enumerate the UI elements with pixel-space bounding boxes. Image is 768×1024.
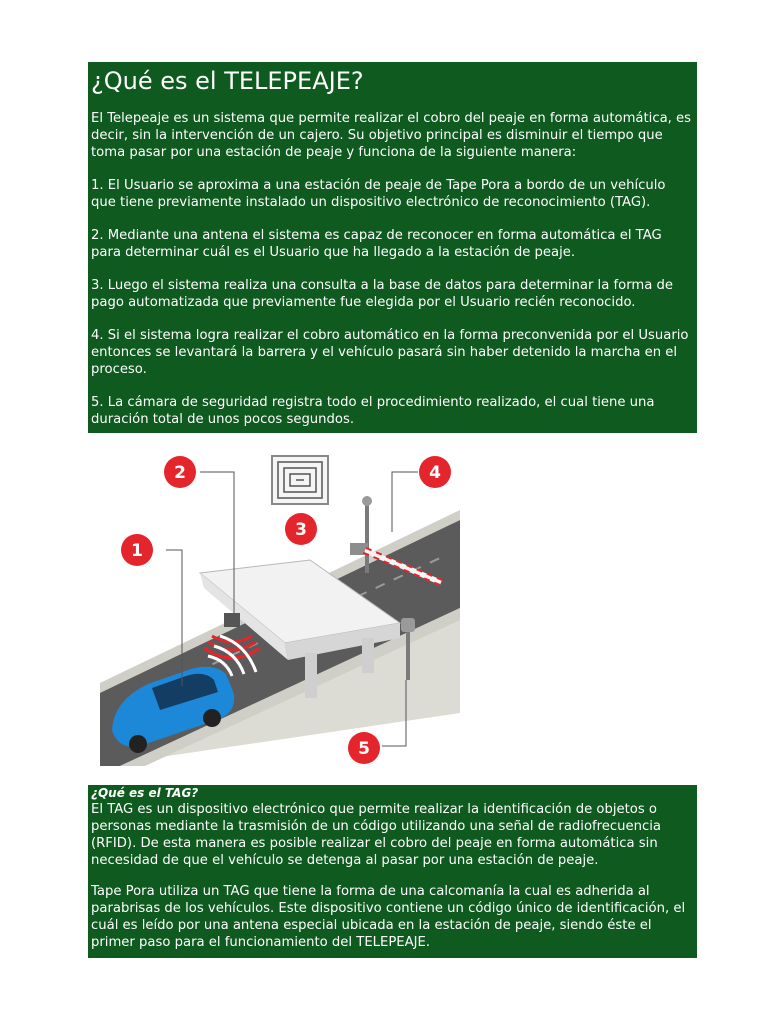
step-5: 5. La cámara de seguridad registra todo el procedimiento realizado, el cual tiene una duración total de unos pocos segundos. [91,395,655,427]
barrier-lamp [362,496,372,506]
barrier-post [365,503,369,573]
tag-info-panel [88,785,697,958]
marker-2 [164,456,196,488]
marker-2-label: 2 [174,463,186,483]
antenna-device [224,613,240,627]
marker-4-label: 4 [429,463,441,483]
security-camera-icon [401,618,415,632]
booth-pillar-left [305,653,317,698]
step-4: 4. Si el sistema logra realizar el cobro automático en la forma preconvenida por el Usuario entonces se levantará la barrera y el vehículo pasará sin haber detenido la marcha en el proceso. [91,328,689,377]
marker-3-label: 3 [295,520,307,540]
telepeaje-intro-panel [88,62,697,433]
tag-paragraph-1: El TAG es un dispositivo electrónico que permite realizar la identificación de objetos o personas mediante la trasmisión de un código utilizando una señal de radiofrecuencia (RFID). De esta manera es posible realizar el cobro del peaje en forma automática sin necesidad de que el vehículo se detenga al pasar por una estación de peaje. [91,802,661,868]
toll-station-illustration [100,448,480,766]
booth-pillar-right [362,638,374,673]
tag-paragraph-2: Tape Pora utiliza un TAG que tiene la forma de una calcomanía la cual es adherida al parabrisas de los vehículos. Este dispositivo contiene un código único de identificación, el cuál es leído por una antena especial ubicada en la estación de peaje, siendo éste el primer paso para el funcionamiento del TELEPEAJE. [91,884,686,950]
intro-description: El Telepeaje es un sistema que permite realizar el cobro del peaje en forma automática, es decir, sin la intervención de un cajero. Su objetivo principal es disminuir el tiempo que toma pasar por una estación de peaje y funciona de la siguiente manera: [91,111,692,160]
step-1: 1. El Usuario se aproxima a una estación de peaje de Tape Pora a bordo de un vehículo que tiene previamente instalado un dispositivo electrónico de reconocimiento (TAG). [91,178,666,210]
marker-3 [285,513,317,545]
marker-1 [121,534,153,566]
tag-section-title: ¿Qué es el TAG? [91,786,199,800]
marker-5 [348,732,380,764]
tag-sticker-icon [272,456,328,504]
page-title: ¿Qué es el TELEPEAJE? [91,67,364,95]
step-2: 2. Mediante una antena el sistema es capaz de reconocer en forma automática el TAG para determinar cuál es el Usuario que ha llegado a la estación de peaje. [91,228,662,260]
marker-1-label: 1 [131,541,143,561]
marker-4 [419,456,451,488]
marker-5-label: 5 [358,739,370,759]
leader-4 [392,472,418,532]
camera-post [406,630,410,680]
step-3: 3. Luego el sistema realiza una consulta a la base de datos para determinar la forma de pago automatizada que previamente fue elegida por el Usuario recién reconocido. [91,278,674,310]
